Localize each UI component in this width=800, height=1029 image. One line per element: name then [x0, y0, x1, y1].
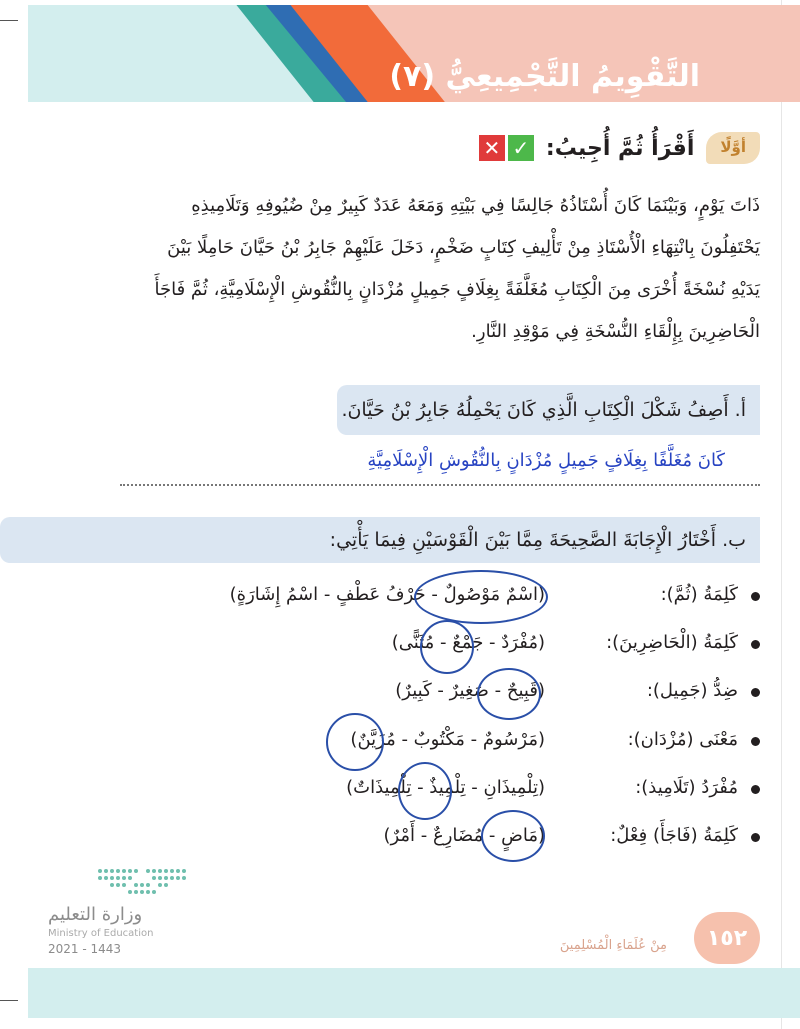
- page-title: التَّقْوِيمُ التَّجْمِيعِيُّ (٧): [389, 59, 700, 94]
- mcq-label: كَلِمَةُ (الْحَاضِرِينَ):: [606, 632, 738, 653]
- section-heading: [479, 128, 760, 168]
- section-pill: أوَّلًا: [706, 132, 760, 164]
- question-b-prompt: [0, 517, 760, 563]
- mcq-item: [200, 723, 760, 763]
- passage-line: يَحْتَفِلُونَ بِانْتِهَاءِ الْأُسْتَاذِ مِنْ تَأْلِيفِ كِتَابٍ ضَخْمٍ، دَخَلَ عَلَيْهِمْ جَابِرُ بْنُ حَيَّانَ حَامِلًا بَيْنَ: [167, 237, 760, 258]
- answer-circle: [420, 620, 474, 674]
- check-icon: ✓: [508, 135, 534, 161]
- footer-band: [28, 968, 800, 1018]
- question-a-prompt: [337, 385, 760, 435]
- page-number: ١٥٢: [694, 912, 760, 964]
- ministry-name-arabic: وزارة التعليم: [48, 904, 143, 925]
- mcq-label: مُفْرَدُ (تَلَامِيذ):: [635, 777, 738, 798]
- mcq-item: [200, 819, 760, 859]
- bullet: [751, 785, 760, 794]
- mcq-label: مَعْنَى (مُزْدَان):: [627, 729, 738, 750]
- book-title: مِنْ عُلَمَاءِ الْمُسْلِمِينَ: [559, 938, 667, 953]
- answer-circle: [326, 713, 384, 771]
- bullet: [751, 833, 760, 842]
- passage-line: ذَاتَ يَوْمٍ، وَبَيْنَمَا كَانَ أُسْتَاذُهُ جَالِسًا فِي بَيْتِهِ وَمَعَهُ عَدَدٌ كَبِيرٌ مِنْ ضُيُوفِهِ وَتَلَامِيذِهِ: [191, 195, 760, 216]
- mcq-label: كَلِمَةُ (ثُمَّ):: [660, 584, 738, 605]
- question-b-text: ب. أَخْتَارُ الْإِجَابَةَ الصَّحِيحَةَ مِمَّا بَيْنَ الْقَوْسَيْنِ فِيمَا يَأْتِي:: [329, 529, 746, 551]
- answer-circle: [477, 668, 541, 720]
- question-a-text: أ. أَصِفُ شَكْلَ الْكِتَابِ الَّذِي كَانَ يَحْمِلُهُ جَابِرُ بْنُ حَيَّانَ.: [341, 399, 746, 421]
- page-edge-mark: [0, 20, 18, 21]
- reading-passage: [40, 185, 760, 353]
- page-edge: [781, 0, 782, 1029]
- mcq-options: (مَرْسُومٌ - مَكْتُوبٌ - مُزَيَّنٌ): [350, 729, 545, 750]
- section-heading-text: أَقْرَأُ ثُمَّ أُجِيبُ:: [545, 135, 695, 161]
- mcq-item: [200, 771, 760, 811]
- page-edge-mark: [0, 1000, 18, 1001]
- x-icon: ✕: [479, 135, 505, 161]
- mcq-options: (مَاضٍ - مُضَارِعٌ - أَمْرٌ): [383, 825, 545, 846]
- answer-circle: [398, 762, 452, 820]
- mcq-options: (مُفْرَدٌ - جَمْعٌ - مُثَنًّى): [391, 632, 545, 653]
- answer-circle: [414, 570, 548, 624]
- bullet: [751, 592, 760, 601]
- ministry-logo-icon: [94, 866, 190, 896]
- mcq-options: (اسْمٌ مَوْصُولٌ - حَرْفُ عَطْفٍ - اسْمُ إِشَارَةٍ): [229, 584, 545, 605]
- bullet: [751, 640, 760, 649]
- mcq-label: ضِدُّ (جَمِيل):: [646, 680, 738, 701]
- question-a-answer-line[interactable]: [120, 450, 760, 486]
- question-a-answer: كَانَ مُغَلَّفًا بِغِلَافٍ جَمِيلٍ مُزْدَانٍ بِالنُّقُوشِ الْإِسْلَامِيَّةِ: [367, 450, 725, 471]
- answer-icons: [479, 135, 534, 161]
- mcq-options: (تِلْمِيذَانِ - تِلْمِيذٌ - تِلْمِيذَاتٌ): [346, 777, 545, 798]
- bullet: [751, 688, 760, 697]
- mcq-item: [200, 626, 760, 666]
- bullet: [751, 737, 760, 746]
- mcq-options: (قَبِيحٌ - صَغِيرٌ - كَبِيرٌ): [395, 680, 545, 701]
- answer-circle: [481, 810, 545, 862]
- ministry-name-english: Ministry of Education: [48, 928, 154, 939]
- mcq-label: كَلِمَةُ (فَاجَأَ) فِعْلٌ:: [610, 825, 738, 846]
- edition-year: 2021 - 1443: [48, 942, 122, 956]
- header-banner: [28, 5, 800, 102]
- passage-line: يَدَيْهِ نُسْخَةً أُخْرَى مِنَ الْكِتَابِ مُغَلَّفَةً بِغِلَافٍ جَمِيلٍ مُزْدَانٍ بِالنُّقُوشِ الْإِسْلَامِيَّةِ، ثُمَّ فَاجَأَ: [154, 279, 760, 300]
- passage-line: الْحَاضِرِينَ بِإِلْقَاءِ النُّسْخَةِ فِي مَوْقِدِ النَّارِ.: [471, 321, 760, 342]
